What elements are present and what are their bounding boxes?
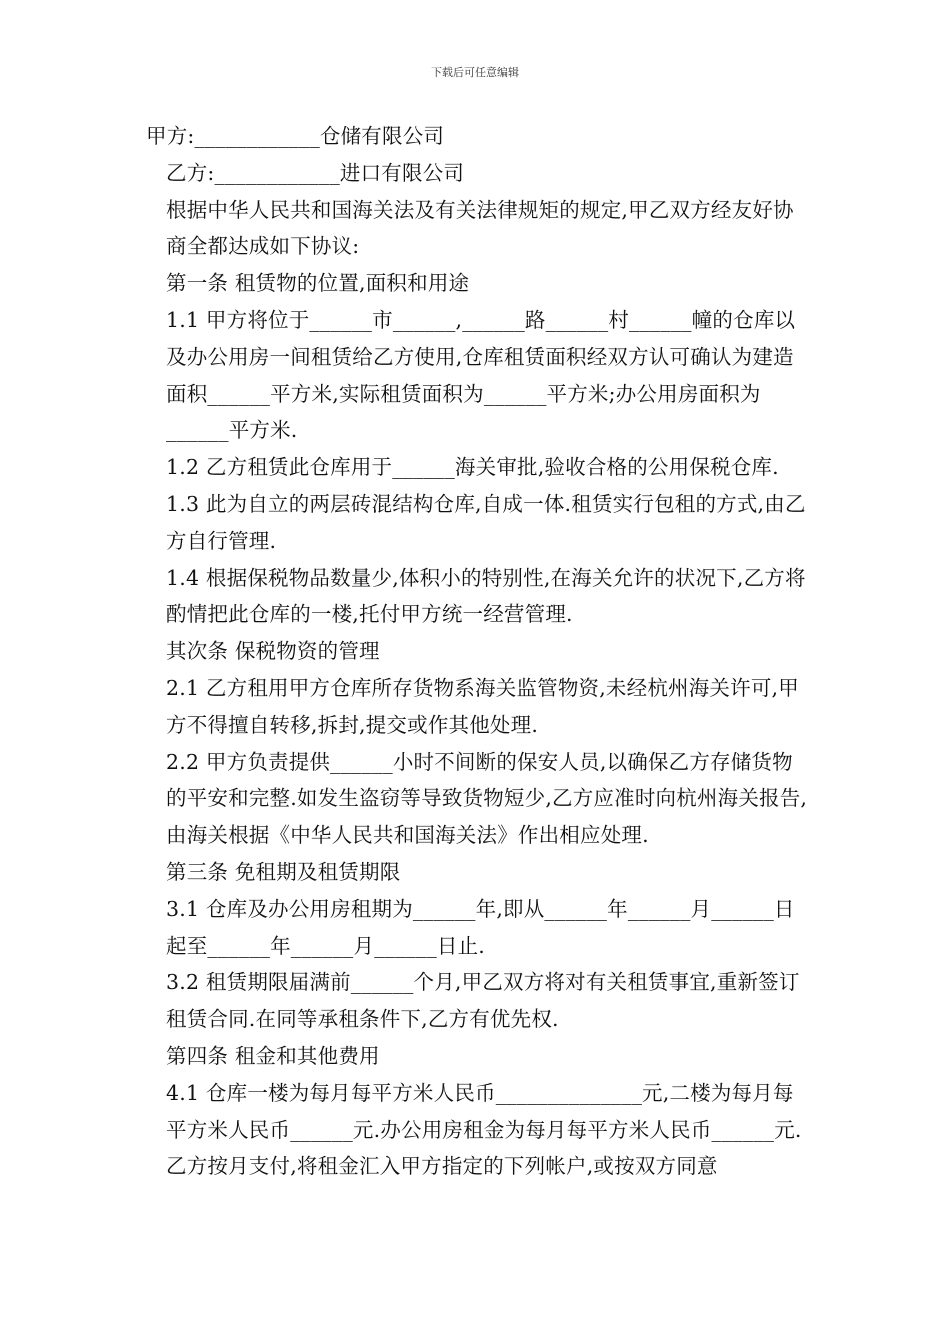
clause-1-3: 1.3 此为自立的两层砖混结构仓库,自成一体.租赁实行包租的方式,由乙方自行管理. [166, 491, 806, 553]
clause-3-1: 3.1 仓库及办公用房租期为______年,即从______年______月______日起至______年______月______日止. [166, 896, 795, 958]
clause-2-2: 2.2 甲方负责提供______小时不间断的保安人员,以确保乙方存储货物的平安和完整.如发生盗窃等导致货物短少,乙方应准时向杭州海关报告,由海关根据《中华人民共和国海关法》作出相应处理. [166, 749, 808, 848]
party-a-line: 甲方:____________仓储有限公司 [146, 124, 445, 148]
clause-1-2: 1.2 乙方租赁此仓库用于______海关审批,验收合格的公用保税仓库. [166, 455, 779, 480]
clause-2-1: 2.1 乙方租用甲方仓库所存货物系海关监管物资,未经杭州海关许可,甲方不得擅自转移,拆封,提交或作其他处理. [166, 675, 799, 737]
party-b-line: 乙方:____________进口有限公司 [166, 160, 465, 185]
page-header-note: 下载后可任意编辑 [431, 66, 519, 79]
article-3-heading: 第三条 免租期及租赁期限 [166, 859, 401, 884]
article-1-heading: 第一条 租赁物的位置,面积和用途 [166, 271, 470, 296]
article-4-heading: 第四条 租金和其他费用 [166, 1043, 380, 1068]
clause-4-1: 4.1 仓库一楼为每月每平方米人民币______________元,二楼为每月每平方米人民币______元.办公用房租金为每月每平方米人民币______元.乙方按月支付,将租金汇入甲方指定的下列帐户,或按双方同意 [166, 1080, 802, 1179]
clause-3-2: 3.2 租赁期限届满前______个月,甲乙双方将对有关租赁事宜,重新签订租赁合同.在同等承租条件下,乙方有优先权. [166, 970, 800, 1032]
preamble-paragraph: 根据中华人民共和国海关法及有关法律规矩的规定,甲乙双方经友好协商全都达成如下协议: [166, 197, 794, 259]
clause-1-4: 1.4 根据保税物品数量少,体积小的特别性,在海关允许的状况下,乙方将酌情把此仓库的一楼,托付甲方统一经营管理. [166, 565, 806, 627]
contract-body [146, 118, 812, 1185]
clause-1-1: 1.1 甲方将位于______市______,______路______村______幢的仓库以及办公用房一间租赁给乙方使用,仓库租赁面积经双方认可确认为建造面积______平方米,实际租赁面积为______平方米;办公用房面积为______平方米. [166, 307, 796, 443]
article-2-heading: 其次条 保税物资的管理 [166, 639, 380, 664]
